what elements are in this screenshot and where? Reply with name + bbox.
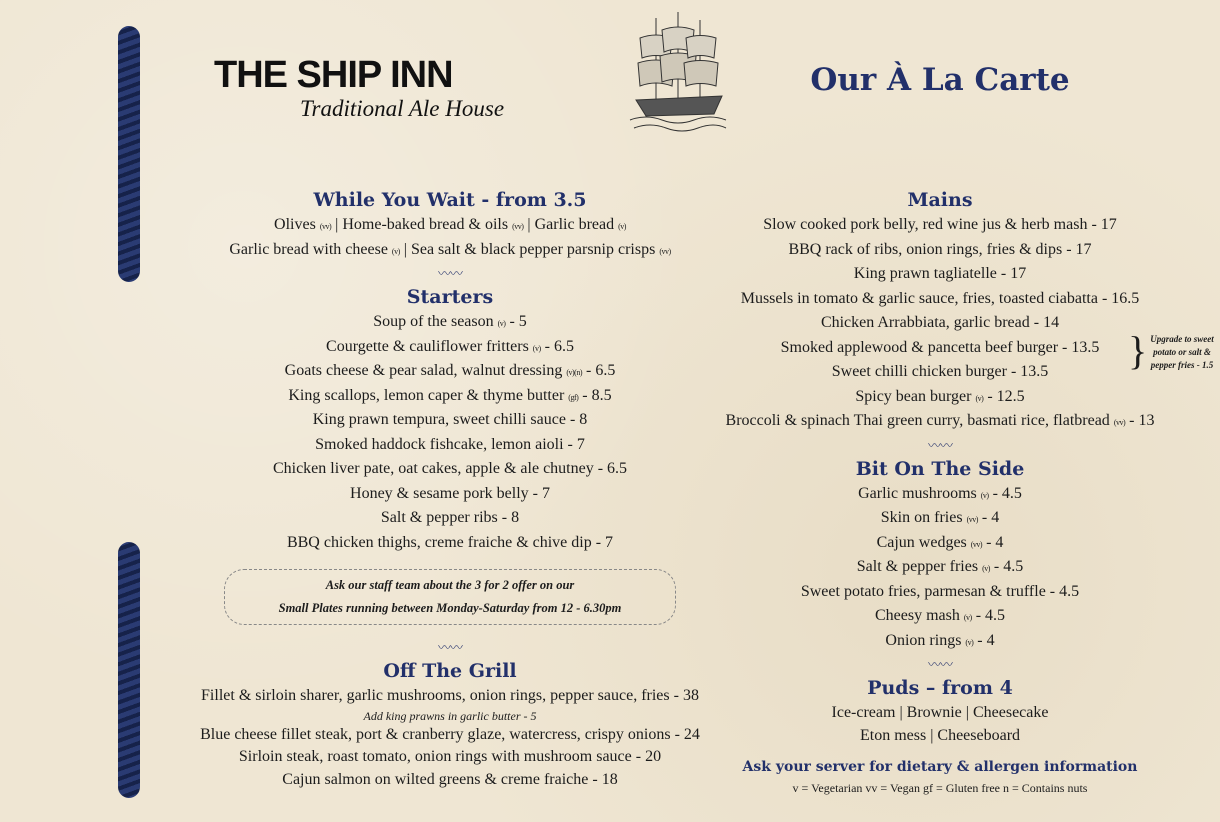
menu-item: Fillet & sirloin sharer, garlic mushrooms, onion rings, pepper sauce, fries - 38 (201, 687, 699, 704)
menu-item: Smoked haddock fishcake, lemon aioli - 7 (315, 435, 585, 453)
left-column (150, 186, 750, 791)
ship-illustration-icon (626, 8, 730, 140)
brand-logo (214, 56, 544, 122)
menu-item: King prawn tempura, sweet chilli sauce - 8 (312, 411, 588, 428)
rope-decoration (118, 542, 140, 798)
menu-item: Skin on fries (vv) - 4 (880, 509, 1000, 526)
menu-item: Salt & pepper ribs - 8 (380, 509, 520, 526)
dietary-legend: v = Vegetarian vv = Vegan gf = Gluten free n = Contains nuts (792, 781, 1088, 795)
wave-divider: 〰〰 (927, 657, 952, 672)
right-column (670, 186, 1214, 796)
offer-banner (224, 569, 676, 625)
menu-item: BBQ chicken thighs, creme fraiche & chive dip - 7 (286, 533, 614, 551)
menu-item: Blue cheese fillet steak, port & cranberry glaze, watercress, crispy onions - 24 (200, 725, 700, 743)
brace-icon: } (1128, 327, 1148, 373)
upgrade-note: Upgrade to sweet potato or salt & pepper fries - 1.5 (1150, 333, 1214, 370)
section-heading-while-you-wait: While You Wait - from 3.5 (313, 189, 587, 211)
menu-item: Chicken liver pate, oat cakes, apple & ale chutney - 6.5 (272, 460, 628, 477)
menu-item: Honey & sesame pork belly - 7 (350, 484, 550, 502)
menu-item-line: Garlic bread with cheese (v) | Sea salt & black pepper parsnip crisps (vv) (229, 240, 671, 258)
menu-item: King scallops, lemon caper & thyme butter (gf) - 8.5 (288, 386, 612, 404)
menu-item: Sweet chilli chicken burger - 13.5 (831, 363, 1049, 380)
wave-divider: 〰〰 (437, 266, 462, 281)
menu-item: Spicy bean burger (v) - 12.5 (855, 387, 1025, 405)
menu-item-line: Olives (vv) | Home-baked bread & oils (vv) | Garlic bread (v) (274, 216, 626, 233)
menu-item: Soup of the season (v) - 5 (373, 313, 527, 330)
starters-list (150, 311, 750, 556)
menu-item: Slow cooked pork belly, red wine jus & herb mash - 17 (763, 216, 1117, 233)
wave-divider: 〰〰 (437, 640, 462, 655)
menu-item: Chicken Arrabbiata, garlic bread - 14 (820, 314, 1060, 331)
menu-item: Sweet potato fries, parmesan & truffle - 4.5 (800, 582, 1080, 600)
menu-item: Cajun wedges (vv) - 4 (876, 533, 1004, 551)
offer-line: Ask our staff team about the 3 for 2 offer on our (325, 578, 575, 592)
menu-item: Sirloin steak, roast tomato, onion rings with mushroom sauce - 20 (238, 748, 662, 765)
menu-item: Ice-cream | Brownie | Cheesecake (831, 704, 1049, 721)
menu-item: BBQ rack of ribs, onion rings, fries & dips - 17 (788, 240, 1092, 258)
menu-item: Broccoli & spinach Thai green curry, basmati rice, flatbread (vv) - 13 (725, 412, 1155, 429)
brand-subtitle: Traditional Ale House (300, 96, 505, 121)
menu-item: King prawn tagliatelle - 17 (853, 265, 1027, 282)
menu-item: Eton mess | Cheeseboard (859, 726, 1021, 744)
wave-divider: 〰〰 (927, 437, 952, 453)
rope-decoration (118, 26, 140, 282)
menu-item: Smoked applewood & pancetta beef burger - 13.5 (780, 338, 1100, 356)
section-heading-grill: Off The Grill (383, 660, 517, 682)
menu-item: Salt & pepper fries (v) - 4.5 (856, 558, 1024, 575)
brand-name: THE SHIP INN (214, 54, 453, 96)
menu-item: Onion rings (v) - 4 (885, 631, 995, 649)
menu-item: Cajun salmon on wilted greens & creme fraiche - 18 (282, 770, 618, 788)
section-heading-starters: Starters (406, 286, 494, 308)
page-title: Our À La Carte (810, 62, 1070, 98)
sides-list (670, 483, 1210, 655)
menu-item: Garlic mushrooms (v) - 4.5 (858, 484, 1022, 502)
allergen-notice: Ask your server for dietary & allergen information (742, 759, 1138, 775)
section-heading-sides: Bit On The Side (855, 457, 1025, 480)
section-heading-mains: Mains (907, 189, 973, 211)
mains-list (670, 214, 1210, 337)
burger-group (670, 327, 1214, 411)
menu-note: Add king prawns in garlic butter - 5 (363, 708, 537, 723)
offer-line: Small Plates running between Monday-Saturday from 12 - 6.30pm (278, 601, 622, 615)
menu-item: Cheesy mash (v) - 4.5 (874, 607, 1006, 624)
menu-item: Goats cheese & pear salad, walnut dressing (v)(n) - 6.5 (284, 362, 616, 379)
menu-item: Courgette & cauliflower fritters (v) - 6.5 (326, 337, 574, 355)
section-heading-puds: Puds – from 4 (867, 677, 1013, 699)
menu-item: Mussels in tomato & garlic sauce, fries, toasted ciabatta - 16.5 (740, 289, 1140, 307)
